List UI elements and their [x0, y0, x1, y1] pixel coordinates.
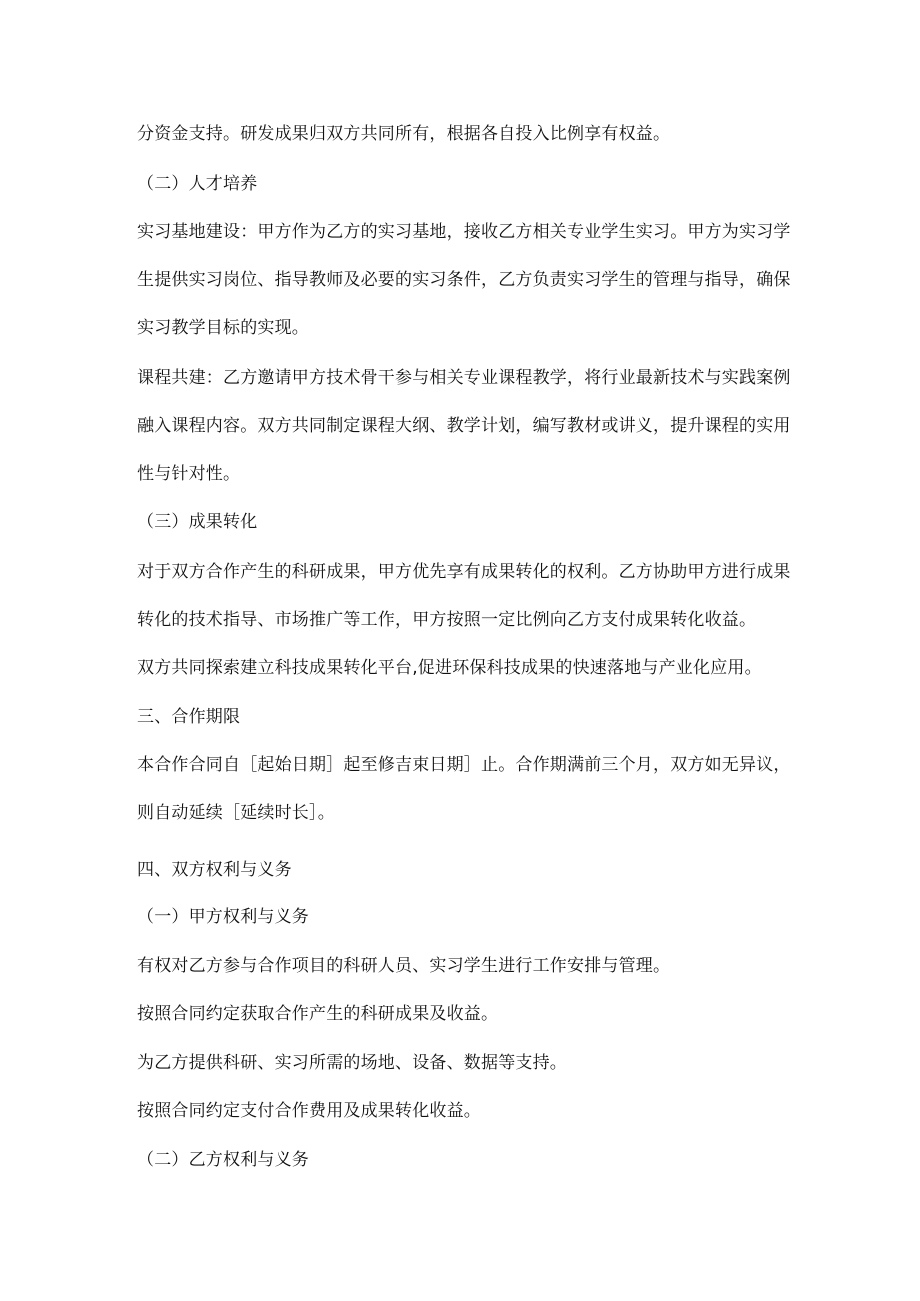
paragraph-line: 有权对乙方参与合作项目的科研人员、实习学生进行工作安排与管理。: [137, 956, 671, 976]
section-heading: 四、双方权利与义务: [137, 860, 292, 880]
paragraph-line: 转化的技术指导、市场推广等工作，甲方按照一定比例向乙方支付成果转化收益。: [137, 610, 757, 630]
paragraph-line: 性与针对性。: [137, 464, 241, 484]
section-heading: （二）人才培养: [137, 174, 258, 194]
paragraph-line: 实习教学目标的实现。: [137, 318, 309, 338]
paragraph-line: 为乙方提供科研、实习所需的场地、设备、数据等支持。: [137, 1053, 567, 1073]
paragraph-line: 分资金支持。研发成果归双方共同所有，根据各自投入比例享有权益。: [137, 124, 671, 144]
section-heading: （二）乙方权利与义务: [137, 1150, 309, 1170]
paragraph-line: 课程共建：乙方邀请甲方技术骨干参与相关专业课程教学，将行业最新技术与实践案例: [137, 368, 791, 388]
paragraph-line: 实习基地建设：甲方作为乙方的实习基地，接收乙方相关专业学生实习。甲方为实习学: [137, 222, 791, 242]
section-heading: （三）成果转化: [137, 512, 258, 532]
paragraph-line: 生提供实习岗位、指导教师及必要的实习条件，乙方负责实习学生的管理与指导，确保: [137, 270, 791, 290]
paragraph-line: 双方共同探索建立科技成果转化平台,促进环保科技成果的快速落地与产业化应用。: [137, 658, 762, 678]
paragraph-line: 则自动延续［延续时长］。: [137, 803, 335, 823]
section-heading: （一）甲方权利与义务: [137, 907, 309, 927]
paragraph-line: 对于双方合作产生的科研成果，甲方优先享有成果转化的权利。乙方协助甲方进行成果: [137, 562, 791, 582]
paragraph-line: 融入课程内容。双方共同制定课程大纲、教学计划，编写教材或讲义，提升课程的实用: [137, 416, 791, 436]
section-heading: 三、合作期限: [137, 707, 241, 727]
paragraph-line: 本合作合同自［起始日期］起至修吉束日期］止。合作期满前三个月，双方如无异议，: [137, 755, 791, 775]
paragraph-line: 按照合同约定获取合作产生的科研成果及收益。: [137, 1004, 499, 1024]
paragraph-line: 按照合同约定支付合作费用及成果转化收益。: [137, 1101, 481, 1121]
